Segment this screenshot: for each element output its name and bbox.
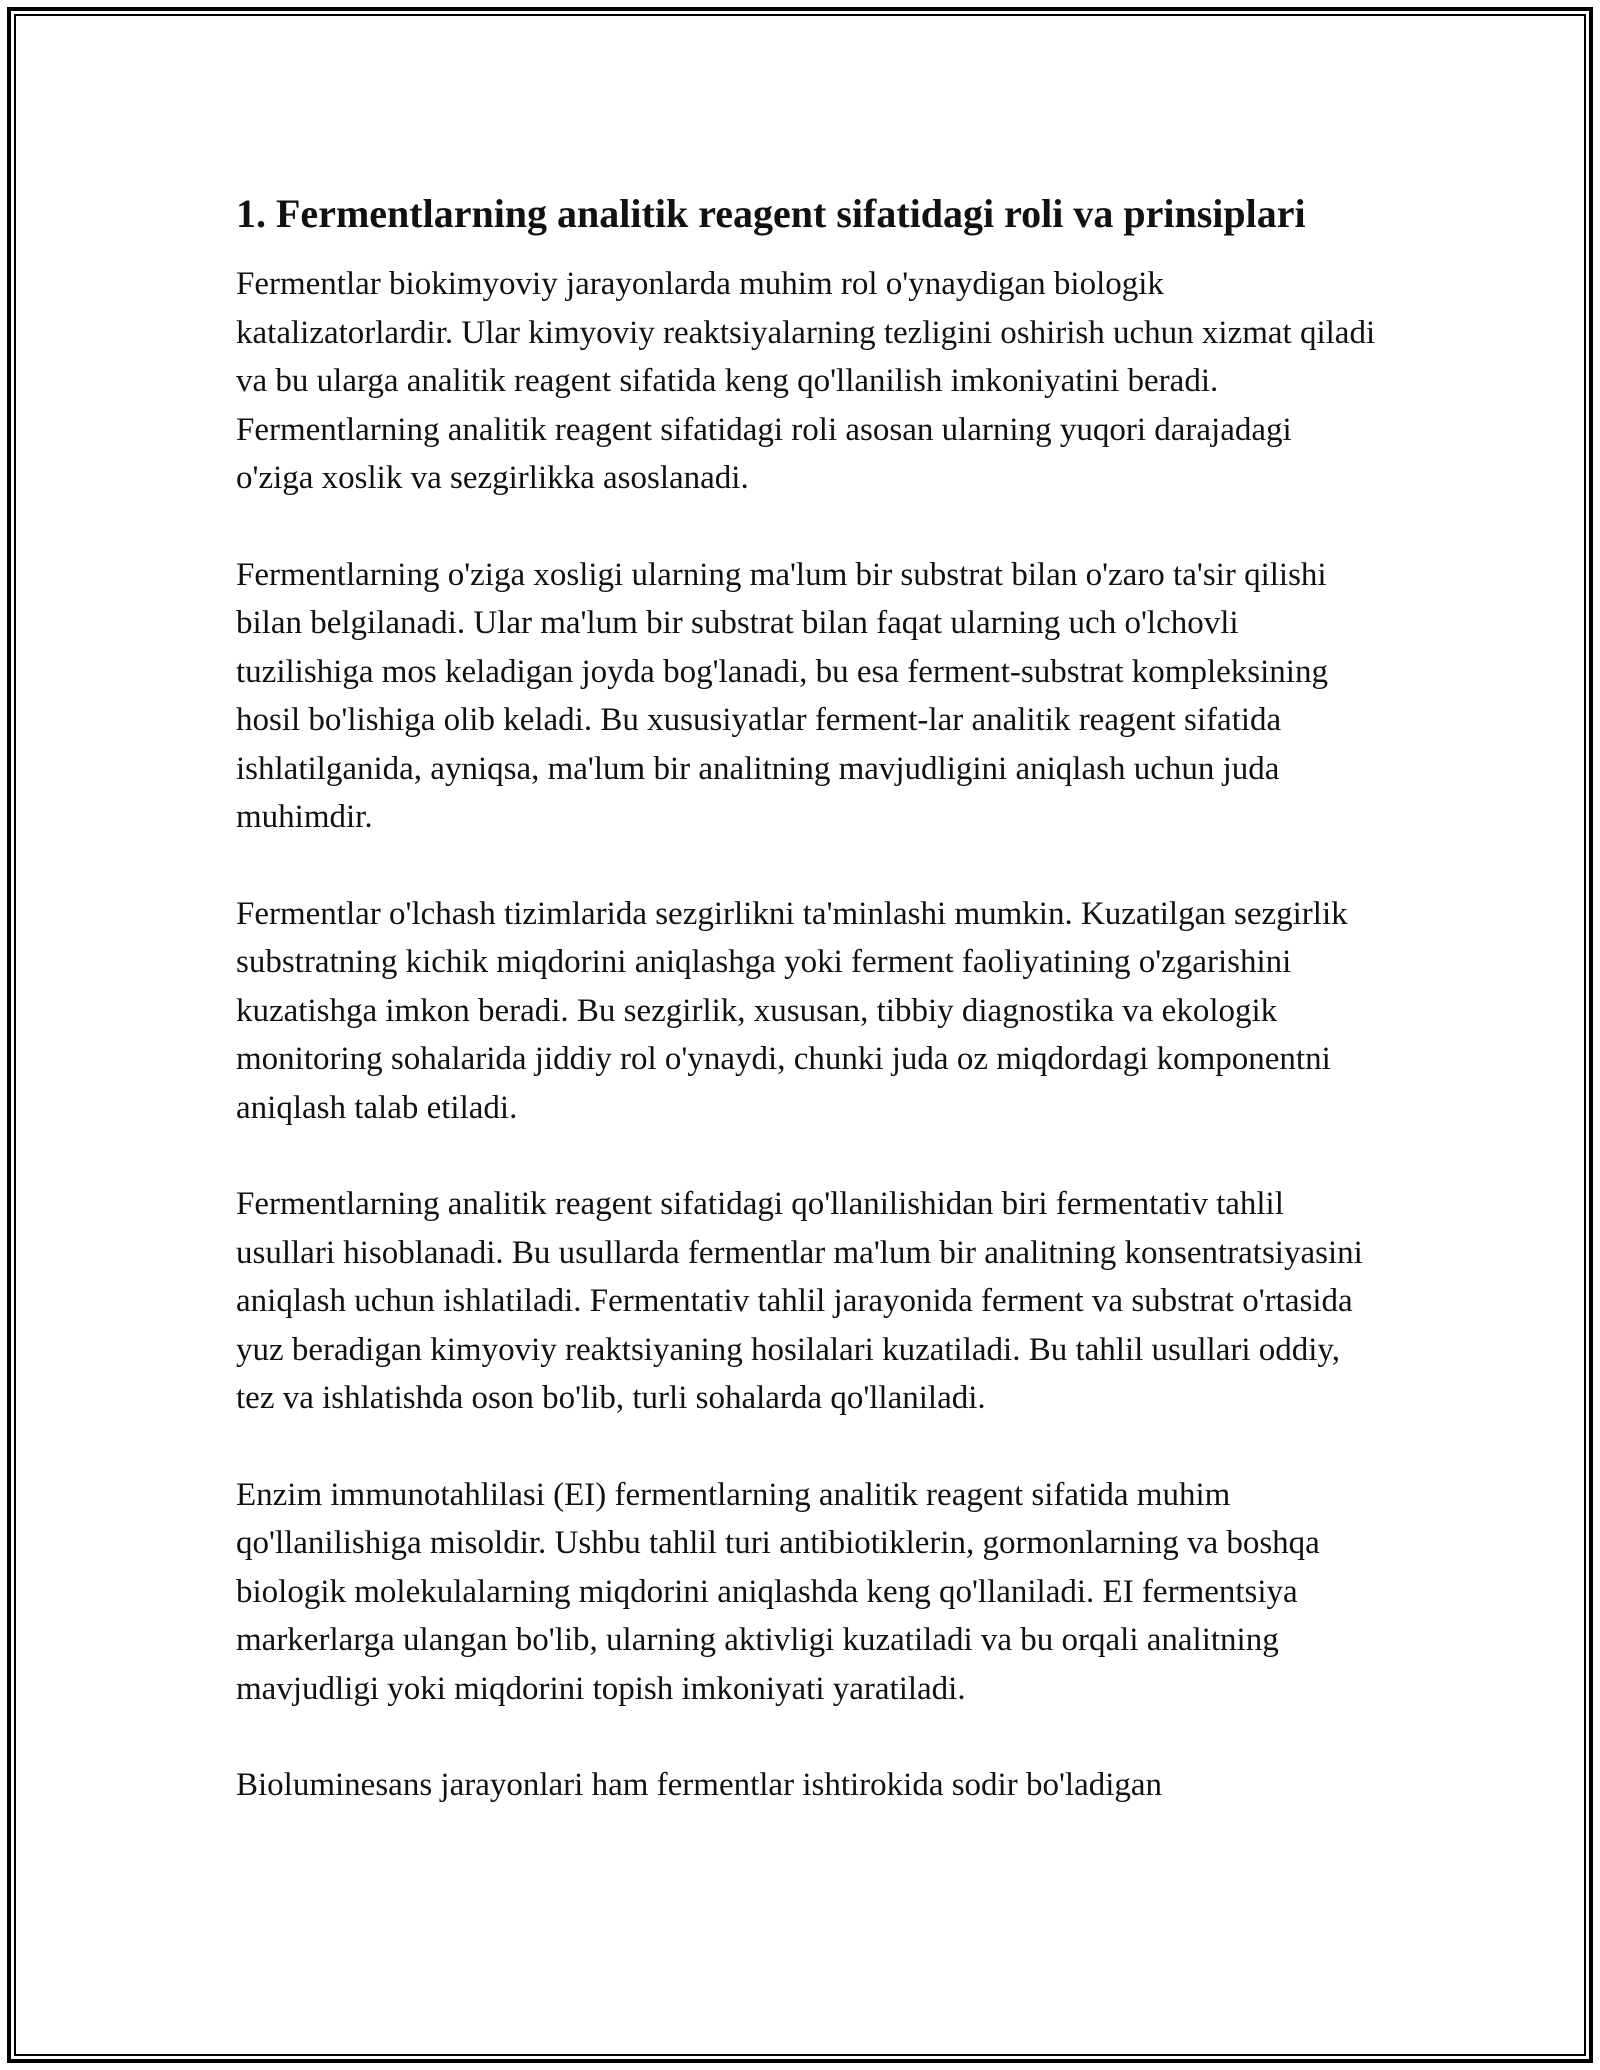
paragraph-1: Fermentlar biokimyoviy jarayonlarda muhim rol o'ynaydigan biologik katalizatorlardir. Ular kimyoviy reaktsiyalarning tezligini oshirish uchun xizmat qiladi va bu ularga analitik reagent sifatida keng qo'llanilish imkoniyatini beradi. Fermentlarning analitik reagent sifatidagi roli asosan ularning yuqori darajadagi o'ziga xoslik va sezgirlikka asoslanadi. xyxy=(236,266,1376,496)
paragraph-6: Bioluminesans jarayonlari ham fermentlar ishtirokida sodir bo'ladigan xyxy=(236,1767,1163,1803)
paragraph-5: Enzim immunotahlilasi (EI) fermentlarning analitik reagent sifatida muhim qo'llanilishiga misoldir. Ushbu tahlil turi antibiotiklerin, gormonlarning va boshqa biologik molekulalarning miqdorini aniqlashda keng qo'llaniladi. EI fermentsiya markerlarga ulangan bo'lib, ularning aktivligi kuzatiladi va bu orqali analitning mavjudligi yoki miqdorini topish imkoniyati yaratiladi. xyxy=(236,1476,1320,1707)
paragraph-3: Fermentlar o'lchash tizimlarida sezgirlikni ta'minlashi mumkin. Kuzatilgan sezgirlik substratning kichik miqdorini aniqlashga yoki ferment faoliyatining o'zgarishini kuzatishga imkon beradi. Bu sezgirlik, xususan, tibbiy diagnostika va ekologik monitoring sohalarida jiddiy rol o'ynaydi, chunki juda oz miqdordagi komponentni aniqlash talab etiladi. xyxy=(236,895,1348,1126)
document-body xyxy=(236,188,1376,1810)
section-heading: 1. Fermentlarning analitik reagent sifatidagi roli va prinsiplari xyxy=(236,191,1306,236)
paragraph-4: Fermentlarning analitik reagent sifatidagi qo'llanilishidan biri fermentativ tahlil usullari hisoblanadi. Bu usullarda fermentlar ma'lum bir analitning konsentratsiyasini aniqlash uchun ishlatiladi. Fermentativ tahlil jarayonida ferment va substrat o'rtasida yuz beradigan kimyoviy reaktsiyaning hosilalari kuzatiladi. Bu tahlil usullari oddiy, tez va ishlatishda oson bo'lib, turli sohalarda qo'llaniladi. xyxy=(236,1186,1363,1416)
paragraph-2: Fermentlarning o'ziga xosligi ularning ma'lum bir substrat bilan o'zaro ta'sir qilishi bilan belgilanadi. Ular ma'lum bir substrat bilan faqat ularning uch o'lchovli tuzilishiga mos keladigan joyda bog'lanadi, bu esa ferment-substrat kompleksining hosil bo'lishiga olib keladi. Bu xususiyatlar ferment-lar analitik reagent sifatida ishlatilganida, ayniqsa, ma'lum bir analitning mavjudligini aniqlash uchun juda muhimdir. xyxy=(236,556,1328,835)
